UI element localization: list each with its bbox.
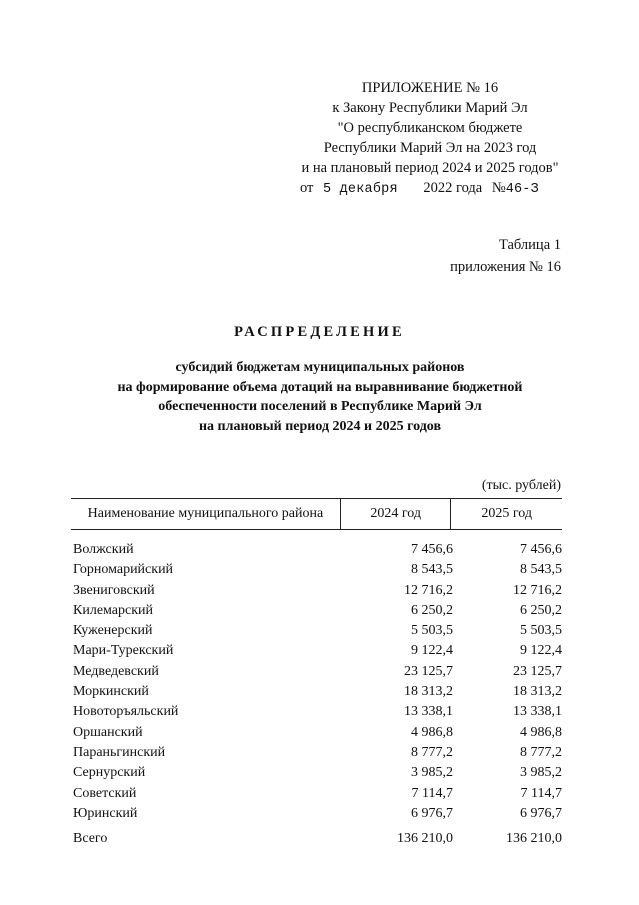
distribution-table bbox=[71, 498, 562, 849]
table-row bbox=[71, 723, 562, 743]
table-row bbox=[71, 560, 562, 580]
value-2024: 7 114,7 bbox=[411, 785, 453, 801]
law-title-line3: и на плановый период 2024 и 2025 годов" bbox=[301, 160, 559, 176]
district-name: Килемарский bbox=[73, 602, 154, 618]
value-2024: 3 985,2 bbox=[411, 765, 453, 781]
table-row bbox=[71, 641, 562, 661]
district-name: Оршанский bbox=[73, 724, 143, 740]
law-title-line2: Республики Марий Эл на 2023 год bbox=[323, 140, 537, 156]
subtitle-line3: обеспеченности поселений в Республике Марий Эл bbox=[158, 399, 482, 414]
value-2025: 7 456,6 bbox=[520, 542, 562, 557]
appendix-header bbox=[280, 78, 580, 200]
value-2024: 8 543,5 bbox=[411, 562, 453, 578]
table-row bbox=[71, 804, 562, 824]
header-2025: 2025 год bbox=[481, 506, 533, 521]
value-2024: 9 122,4 bbox=[411, 643, 453, 659]
table-row bbox=[71, 743, 562, 763]
table-total-row bbox=[71, 829, 562, 849]
district-name: Советский bbox=[73, 785, 137, 801]
value-2025: 5 503,5 bbox=[520, 623, 562, 639]
value-2024: 4 986,8 bbox=[411, 724, 453, 740]
document-title: РАСПРЕДЕЛЕНИЕ bbox=[234, 324, 405, 340]
subtitle-line1: субсидий бюджетам муниципальных районов bbox=[175, 360, 465, 375]
district-name: Сернурский bbox=[73, 765, 146, 781]
district-name: Моркинский bbox=[73, 684, 149, 700]
law-reference: к Закону Республики Марий Эл bbox=[332, 100, 528, 116]
header-district: Наименование муниципального района bbox=[71, 499, 341, 529]
district-name: Мари-Турекский bbox=[73, 643, 174, 659]
district-name: Звениговский bbox=[73, 582, 155, 598]
district-name: Юринский bbox=[73, 805, 138, 821]
table-row bbox=[71, 662, 562, 682]
table-row bbox=[71, 702, 562, 722]
document-subtitle bbox=[90, 358, 550, 436]
header-2024: 2024 год bbox=[341, 499, 452, 529]
table-row bbox=[71, 581, 562, 601]
value-2024: 7 456,6 bbox=[411, 542, 453, 557]
total-label: Всего bbox=[73, 831, 108, 847]
number-label: № bbox=[491, 180, 506, 196]
table-body bbox=[71, 540, 562, 824]
value-2024: 18 313,2 bbox=[404, 684, 453, 700]
table-row bbox=[71, 784, 562, 804]
law-date-line bbox=[280, 178, 580, 200]
value-2025: 3 985,2 bbox=[520, 765, 562, 781]
subtitle-line4: на плановый период 2024 и 2025 годов bbox=[198, 418, 442, 434]
table-reference bbox=[450, 234, 561, 278]
value-2024: 6 250,2 bbox=[411, 602, 453, 618]
value-2024: 6 976,7 bbox=[411, 805, 453, 821]
value-2025: 18 313,2 bbox=[513, 684, 562, 700]
value-2025: 6 976,7 bbox=[520, 805, 562, 821]
date-prefix: от bbox=[300, 180, 314, 196]
value-2024: 13 338,1 bbox=[404, 704, 453, 720]
table-row bbox=[71, 621, 562, 641]
value-2024: 23 125,7 bbox=[404, 663, 453, 679]
appendix-number: ПРИЛОЖЕНИЕ № 16 bbox=[361, 80, 499, 96]
value-2025: 12 716,2 bbox=[513, 582, 562, 598]
law-number: 46-З bbox=[505, 182, 539, 197]
date-filled: 5 декабря bbox=[323, 182, 398, 197]
units-label: (тыс. рублей) bbox=[481, 478, 561, 493]
table-number: Таблица 1 bbox=[498, 237, 561, 253]
law-title-line1: "О республиканском бюджете bbox=[337, 120, 523, 136]
total-2025: 136 210,0 bbox=[506, 831, 562, 847]
value-2025: 8 777,2 bbox=[520, 744, 562, 760]
table-appendix: приложения № 16 bbox=[450, 259, 561, 275]
district-name: Куженерский bbox=[73, 623, 153, 639]
district-name: Волжский bbox=[73, 542, 134, 557]
total-2024: 136 210,0 bbox=[397, 831, 453, 847]
table-row bbox=[71, 763, 562, 783]
district-name: Горномарийский bbox=[73, 562, 174, 578]
value-2025: 4 986,8 bbox=[520, 724, 562, 740]
value-2024: 12 716,2 bbox=[404, 582, 453, 598]
date-year: 2022 года bbox=[423, 180, 483, 196]
value-2025: 8 543,5 bbox=[520, 562, 562, 578]
value-2024: 5 503,5 bbox=[411, 623, 453, 639]
district-name: Параньгинский bbox=[73, 744, 166, 760]
table-row bbox=[71, 540, 562, 560]
table-header bbox=[71, 498, 562, 530]
value-2025: 9 122,4 bbox=[520, 643, 562, 659]
value-2025: 6 250,2 bbox=[520, 602, 562, 618]
table-row bbox=[71, 601, 562, 621]
value-2025: 23 125,7 bbox=[513, 663, 562, 679]
district-name: Новоторъяльский bbox=[73, 704, 179, 720]
subtitle-line2: на формирование объема дотаций на выравнивание бюджетной bbox=[117, 379, 523, 395]
district-name: Медведевский bbox=[73, 663, 159, 679]
value-2024: 8 777,2 bbox=[411, 744, 453, 760]
value-2025: 7 114,7 bbox=[520, 785, 562, 801]
value-2025: 13 338,1 bbox=[513, 704, 562, 720]
table-row bbox=[71, 682, 562, 702]
